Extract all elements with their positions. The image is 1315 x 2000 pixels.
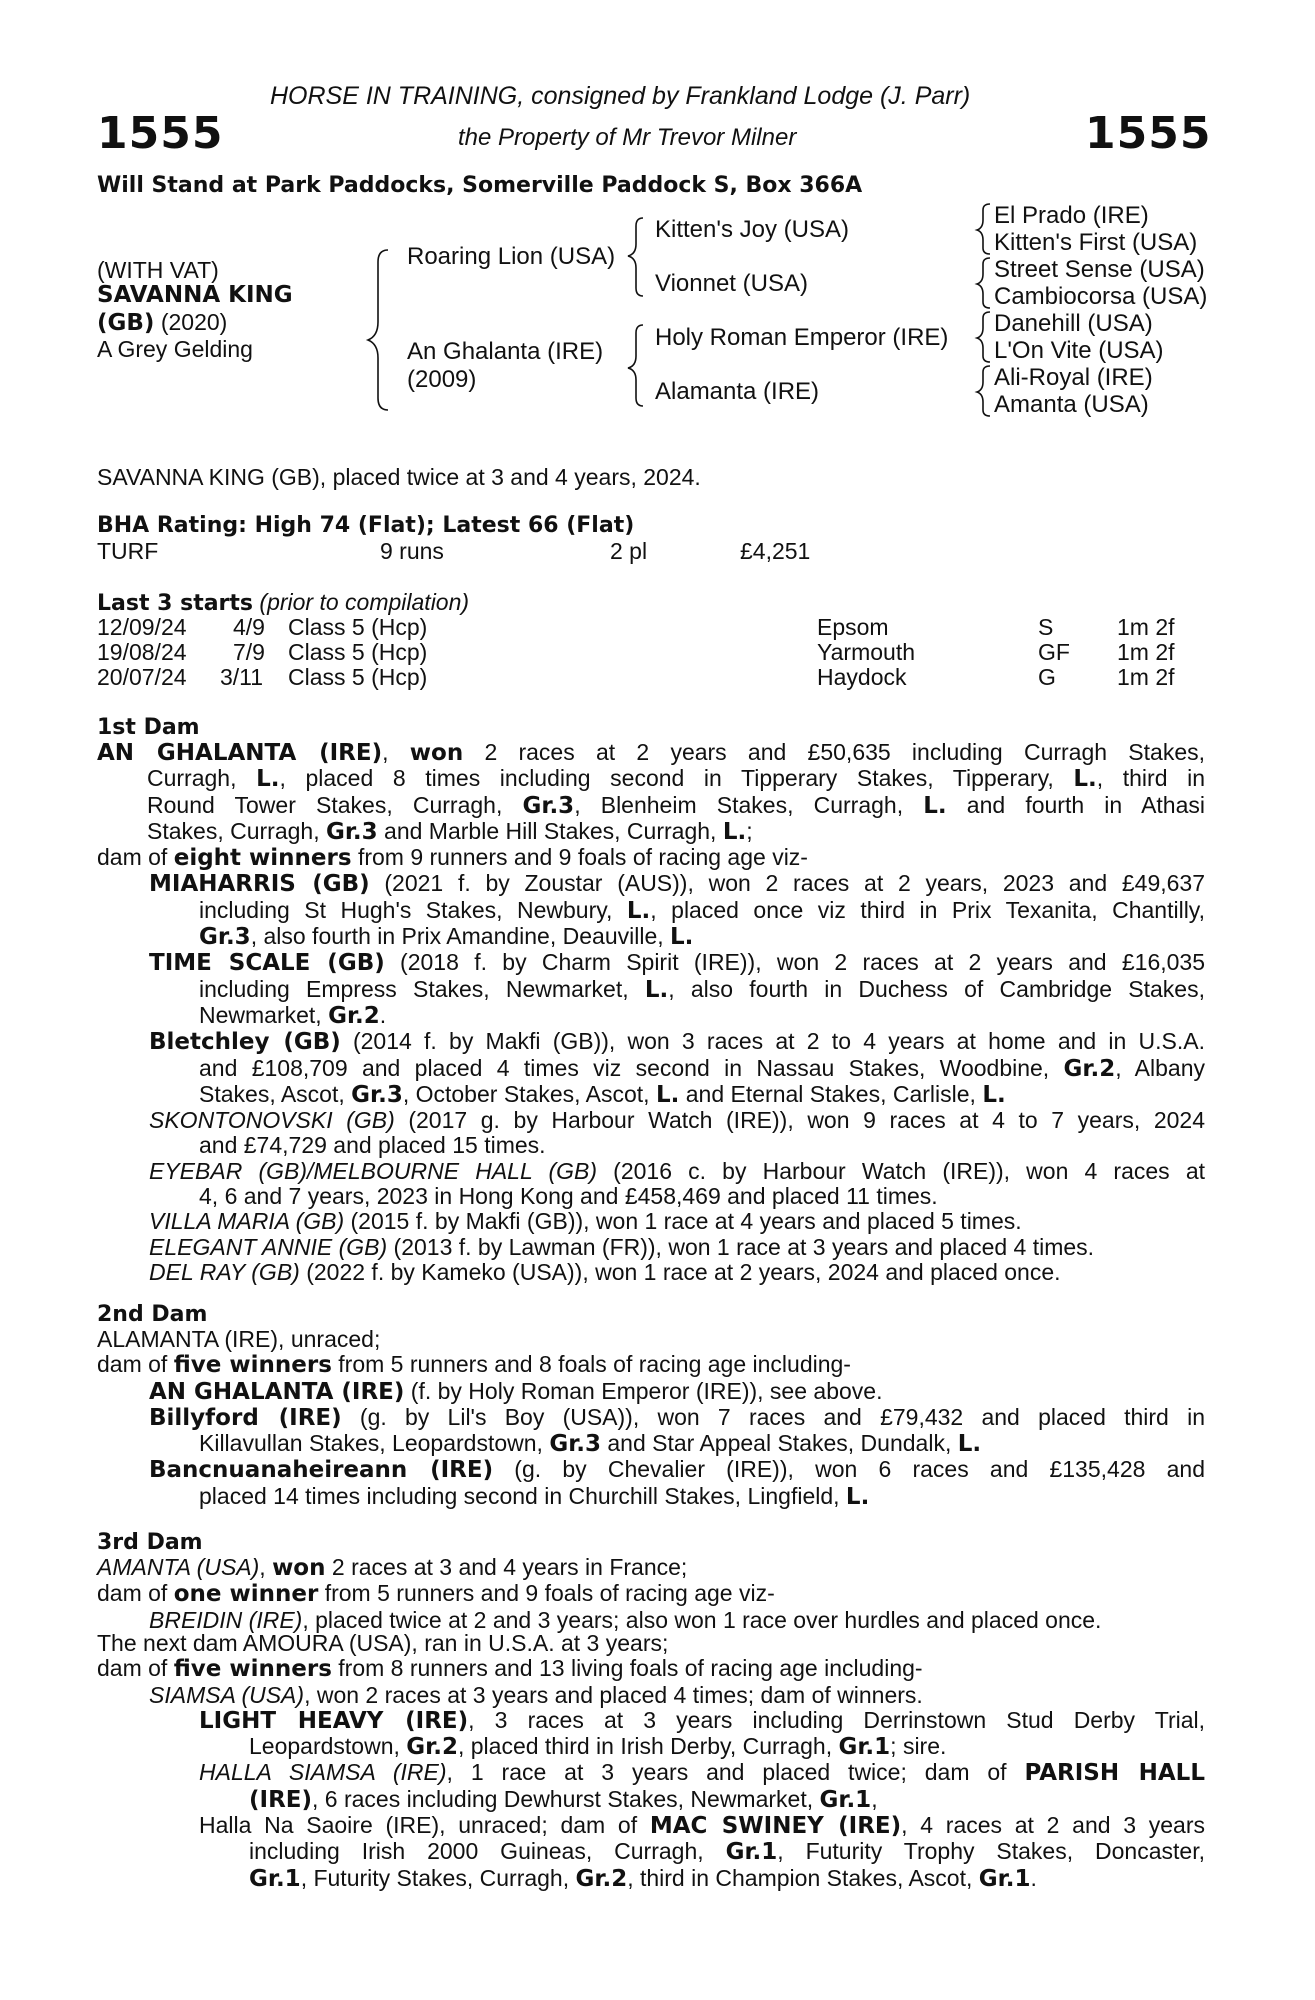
pedigree-gen4: Cambiocorsa (USA) (994, 283, 1208, 310)
group-mark: Gr.2 (328, 1002, 380, 1029)
text: from 5 runners and 8 foals of racing age including- (331, 1351, 851, 1378)
start-going: S (1038, 614, 1054, 640)
property-line: the Property of Mr Trevor Milner (458, 124, 797, 151)
text: Stakes, Ascot, (199, 1080, 352, 1107)
pedigree-gen4: Danehill (USA) (994, 310, 1153, 337)
text: 2 races at 3 and 4 years in France; (325, 1554, 688, 1580)
text: , Albany (1115, 1054, 1205, 1081)
second-dam-line (97, 1327, 1205, 1352)
text: Killavullan Stakes, Leopardstown, (199, 1430, 550, 1457)
produce-name: MIAHARRIS (GB) (149, 871, 370, 898)
text: , October Stakes, Ascot, (402, 1080, 656, 1107)
group-mark: Gr.1 (725, 1839, 778, 1866)
rating-placed: 2 pl (610, 538, 648, 564)
produce-line (97, 1159, 1205, 1184)
text: (2016 c. by Harbour Watch (IRE)), won 4 races at (597, 1157, 1205, 1184)
text: and £74,729 and placed 15 times. (199, 1132, 546, 1159)
gen4-brace-1 (977, 204, 990, 254)
pedigree-dam-year: (2009) (407, 366, 477, 393)
text: The next dam AMOURA (USA), ran in U.S.A. at 3 years; (97, 1630, 669, 1656)
text: , placed 8 times including second in Tipperary Stakes, Tipperary, (279, 765, 1074, 792)
vat-note: (WITH VAT) (97, 257, 219, 283)
group-mark: Gr.1 (819, 1786, 872, 1813)
listed-mark: L. (923, 792, 947, 819)
horse-origin: (GB) (97, 310, 155, 336)
group-mark: Gr.3 (522, 792, 575, 819)
text: , 4 races at 2 and 3 years (901, 1812, 1205, 1839)
text: from 5 runners and 9 foals of racing age viz- (318, 1580, 775, 1607)
text: (2018 f. by Charm Spirit (IRE)), won 2 races at 2 years and £16,035 (384, 949, 1206, 976)
listed-mark: L. (644, 976, 669, 1003)
text: , Blenheim Stakes, Curragh, (574, 791, 924, 818)
produce-line (97, 1379, 1205, 1405)
third-dam-section (97, 1555, 1205, 1633)
produce-line (97, 1209, 1205, 1234)
text: and fourth in Athasi (946, 791, 1205, 818)
produce-line (97, 1431, 1205, 1457)
text: dam of (97, 844, 174, 871)
pedigree-gen4: Street Sense (USA) (994, 256, 1205, 283)
text: Newmarket, (199, 1001, 329, 1028)
pedigree-dam: An Ghalanta (IRE) (407, 338, 604, 365)
start-position: 3/11 (220, 664, 264, 690)
start-course: Yarmouth (817, 639, 916, 665)
pedigree-gen3: Alamanta (IRE) (655, 378, 820, 405)
produce-name: SKONTONOVSKI (GB) (149, 1107, 395, 1134)
text: , Futurity Stakes, Curragh, (300, 1864, 576, 1891)
text: , 6 races including Dewhurst Stakes, Newmarket, (312, 1785, 820, 1812)
produce-line (97, 1405, 1205, 1431)
first-dam-line (97, 819, 1205, 845)
text: , third in (1096, 765, 1205, 792)
produce-name: Billyford (IRE) (149, 1404, 342, 1431)
produce-name: ELEGANT ANNIE (GB) (149, 1233, 388, 1260)
produce-name: SIAMSA (USA) (149, 1681, 305, 1708)
pedigree-gen4: Kitten's First (USA) (994, 229, 1198, 256)
produce-name: HALLA SIAMSA (IRE) (199, 1759, 447, 1786)
text: Leopardstown, (249, 1733, 407, 1760)
text: and Star Appeal Stakes, Dundalk, (601, 1430, 958, 1457)
produce-line (97, 1003, 1205, 1029)
listed-mark: L. (722, 818, 747, 845)
bha-rating: BHA Rating: High 74 (Flat); Latest 66 (Flat) (97, 513, 635, 538)
text: and Eternal Stakes, Carlisle, (679, 1080, 983, 1107)
text: Round Tower Stakes, Curragh, (147, 791, 523, 818)
produce-name: VILLA MARIA (GB) (149, 1208, 345, 1235)
text: , 1 race at 3 years and placed twice; dam of (446, 1759, 1025, 1786)
group-mark: Gr.2 (575, 1865, 628, 1892)
winners-count: five winners (173, 1656, 332, 1683)
location-line: Will Stand at Park Paddocks, Somerville Paddock S, Box 366A (97, 173, 863, 198)
text: . (1030, 1864, 1037, 1891)
pedigree-gen4: L'On Vite (USA) (994, 337, 1164, 364)
horse-description: A Grey Gelding (97, 336, 253, 362)
produce-line (97, 1760, 1205, 1786)
group-mark: Gr.3 (549, 1431, 601, 1458)
text: (2014 f. by Makfi (GB)), won 3 races at 2 to 4 years at home and in U.S.A. (340, 1028, 1205, 1055)
group-mark: Gr.2 (406, 1734, 458, 1761)
text: , 3 races at 3 years including Derrinstown Stud Derby Trial, (468, 1706, 1206, 1733)
produce-name: TIME SCALE (GB) (149, 950, 385, 977)
text: , (259, 1554, 273, 1580)
text: . (379, 1001, 387, 1028)
text: (2015 f. by Makfi (GB)), won 1 race at 4 years and placed 5 times. (344, 1208, 1022, 1235)
start-date: 19/08/24 (97, 639, 187, 665)
produce-line (97, 1813, 1205, 1839)
dam-name: AN GHALANTA (IRE) (97, 740, 383, 766)
group-mark: Gr.3 (325, 818, 378, 845)
winners-count: five winners (173, 1352, 332, 1379)
text: Curragh, (147, 765, 257, 792)
start-distance: 1m 2f (1117, 639, 1175, 665)
winners-count: eight winners (173, 845, 352, 872)
horse-name: SAVANNA KING (97, 282, 293, 308)
produce-line (97, 898, 1205, 924)
start-going: G (1038, 664, 1056, 690)
text: , also fourth in Duchess of Cambridge Stakes, (668, 975, 1205, 1002)
next-dam-produce-summary (97, 1656, 1205, 1682)
produce-line (97, 1082, 1205, 1108)
text: from 9 runners and 9 foals of racing age viz- (351, 844, 808, 871)
text: and Marble Hill Stakes, Curragh, (377, 817, 723, 844)
start-position: 4/9 (233, 614, 265, 640)
produce-name: AN GHALANTA (IRE) (149, 1378, 405, 1405)
winners-count: one winner (173, 1581, 319, 1608)
pedigree-sire: Roaring Lion (USA) (407, 243, 616, 270)
sire-brace (628, 218, 643, 296)
produce-line (97, 871, 1205, 897)
produce-line (97, 1866, 1205, 1892)
main-brace (368, 250, 388, 410)
text: (2013 f. by Lawman (FR)), won 1 race at 3 years and placed 4 times. (387, 1233, 1095, 1260)
text: Halla Na Saoire (IRE), unraced; dam of (199, 1812, 650, 1839)
rating-surface: TURF (97, 538, 159, 564)
first-dam-heading: 1st Dam (97, 715, 200, 740)
produce-line (97, 1839, 1205, 1865)
listed-mark: L. (256, 766, 280, 793)
listed-mark: L. (1073, 766, 1097, 793)
text: (2017 g. by Harbour Watch (IRE)), won 9 races at 4 to 7 years, 2024 (394, 1107, 1205, 1134)
group-mark: Gr.1 (249, 1865, 301, 1892)
start-course: Haydock (817, 664, 907, 690)
text: from 8 runners and 13 living foals of racing age including- (331, 1655, 923, 1682)
produce-name: Bletchley (GB) (149, 1029, 341, 1056)
listed-mark: L. (982, 1081, 1006, 1108)
gen4-brace-4 (977, 366, 990, 416)
produce-line (97, 977, 1205, 1003)
produce-line (97, 1484, 1205, 1510)
text: ; (746, 817, 753, 844)
rating-earnings: £4,251 (740, 538, 811, 564)
produce-line (97, 1708, 1205, 1734)
first-dam-line (97, 766, 1205, 792)
pedigree-gen3: Kitten's Joy (USA) (655, 216, 849, 243)
second-dam-heading: 2nd Dam (97, 1302, 208, 1327)
consignment-line: HORSE IN TRAINING, consigned by Frankland Lodge (J. Parr) (270, 82, 971, 110)
start-going: GF (1038, 639, 1070, 665)
next-dam-section (97, 1631, 1205, 1892)
text: dam of (97, 1351, 174, 1378)
text: dam of (97, 1580, 174, 1607)
second-dam-section (97, 1327, 1205, 1510)
start-date: 20/07/24 (97, 664, 187, 690)
text: , also fourth in Prix Amandine, Deauville, (250, 923, 671, 950)
produce-line (97, 1108, 1205, 1133)
third-dam-line (97, 1555, 1205, 1581)
produce-line (97, 1029, 1205, 1055)
produce-line (97, 1683, 1205, 1708)
lot-number-right: 1555 (1085, 108, 1212, 159)
start-class: Class 5 (Hcp) (288, 614, 428, 640)
text: (2022 f. by Kameko (USA)), won 1 race at 2 years, 2024 and placed once. (299, 1258, 1061, 1285)
produce-line (97, 924, 1205, 950)
text: , placed third in Irish Derby, Curragh, (457, 1733, 839, 1760)
produce-line (97, 1056, 1205, 1082)
text: , (871, 1785, 878, 1812)
text: , won 2 races at 3 years and placed 4 times; dam of winners. (304, 1681, 923, 1708)
produce-line (97, 1235, 1205, 1260)
text: ALAMANTA (IRE), unraced; (97, 1326, 381, 1352)
next-dam-line (97, 1631, 1205, 1656)
produce-name: PARISH HALL (1024, 1760, 1205, 1787)
produce-name: DEL RAY (GB) (149, 1258, 300, 1285)
text: (g. by Lil's Boy (USA)), won 7 races and £79,432 and placed third in (341, 1403, 1205, 1430)
start-course: Epsom (817, 614, 889, 640)
produce-line (97, 950, 1205, 976)
gen4-brace-2 (977, 258, 990, 308)
text: , third in Champion Stakes, Ascot, (627, 1864, 979, 1891)
group-mark: Gr.1 (838, 1734, 891, 1761)
listed-mark: L. (626, 897, 651, 924)
last-starts-heading (97, 589, 469, 616)
produce-name: (IRE) (249, 1786, 313, 1813)
produce-name: Bancnuanaheireann (IRE) (149, 1457, 494, 1484)
produce-name: MAC SWINEY (IRE) (649, 1813, 902, 1840)
text: including St Hugh's Stakes, Newbury, (199, 896, 627, 923)
last-starts-note: (prior to compilation) (259, 589, 470, 615)
first-dam-produce-summary (97, 845, 1205, 871)
third-dam-heading: 3rd Dam (97, 1530, 203, 1555)
pedigree-gen4: El Prado (IRE) (994, 202, 1149, 229)
second-dam-produce-summary (97, 1352, 1205, 1378)
horse-year: (2020) (160, 309, 228, 335)
text: , placed twice at 2 and 3 years; also won 1 race over hurdles and placed once. (302, 1606, 1102, 1633)
start-date: 12/09/24 (97, 614, 187, 640)
text: dam of (97, 1655, 174, 1682)
pedigree-gen4: Ali-Royal (IRE) (994, 364, 1153, 391)
start-distance: 1m 2f (1117, 614, 1175, 640)
text: and £108,709 and placed 4 times viz second in Nassau Stakes, Woodbine, (199, 1054, 1064, 1081)
rating-runs: 9 runs (380, 538, 444, 564)
produce-line (97, 1787, 1205, 1813)
last-starts-title: Last 3 starts (97, 591, 254, 616)
third-dam-produce-summary (97, 1581, 1205, 1607)
listed-mark: L. (845, 1483, 870, 1510)
text: including Irish 2000 Guineas, Curragh, (249, 1838, 726, 1865)
first-dam-line (97, 793, 1205, 819)
listed-mark: L. (670, 924, 694, 951)
start-distance: 1m 2f (1117, 664, 1175, 690)
text: ; sire. (890, 1733, 947, 1760)
won-label: won (272, 1555, 326, 1581)
produce-line (97, 1133, 1205, 1158)
produce-name: LIGHT HEAVY (IRE) (199, 1707, 469, 1734)
listed-mark: L. (957, 1431, 982, 1458)
group-mark: Gr.1 (978, 1865, 1031, 1892)
produce-line (97, 1734, 1205, 1760)
text: 2 races at 2 years and £50,635 including Curragh Stakes, (463, 739, 1206, 765)
pedigree-gen3: Holy Roman Emperor (IRE) (655, 324, 949, 351)
start-class: Class 5 (Hcp) (288, 639, 428, 665)
gen4-brace-3 (977, 312, 990, 362)
produce-line (97, 1457, 1205, 1483)
pedigree-gen4: Amanta (USA) (994, 391, 1149, 418)
text: (f. by Holy Roman Emperor (IRE)), see above. (404, 1377, 883, 1404)
text: , placed once viz third in Prix Texanita, Chantilly, (650, 896, 1205, 923)
group-mark: Gr.3 (199, 924, 251, 951)
group-mark: Gr.3 (351, 1081, 403, 1108)
produce-line (97, 1184, 1205, 1209)
horse-summary: SAVANNA KING (GB), placed twice at 3 and 4 years, 2024. (97, 464, 701, 490)
start-position: 7/9 (233, 639, 265, 665)
start-class: Class 5 (Hcp) (288, 664, 428, 690)
produce-line (97, 1260, 1205, 1285)
text: 4, 6 and 7 years, 2023 in Hong Kong and £458,469 and placed 11 times. (199, 1183, 938, 1210)
text: including Empress Stakes, Newmarket, (199, 975, 645, 1002)
dam-name: AMANTA (USA) (97, 1554, 260, 1580)
text: (2021 f. by Zoustar (AUS)), won 2 races at 2 years, 2023 and £49,637 (369, 870, 1205, 897)
text: Stakes, Curragh, (147, 817, 326, 844)
produce-name: EYEBAR (GB)/MELBOURNE HALL (GB) (149, 1157, 598, 1184)
listed-mark: L. (655, 1081, 680, 1108)
won-label: won (409, 740, 464, 766)
lot-number-left: 1555 (97, 108, 224, 159)
text: (g. by Chevalier (IRE)), won 6 races and £135,428 and (493, 1456, 1205, 1483)
first-dam-section (97, 740, 1205, 1285)
pedigree-gen3: Vionnet (USA) (655, 270, 808, 297)
first-dam-line: AN GHALANTA (IRE), won 2 races at 2 years and £50,635 including Curragh Stakes, (97, 739, 1206, 766)
group-mark: Gr.2 (1063, 1055, 1116, 1082)
text: placed 14 times including second in Churchill Stakes, Lingfield, (199, 1482, 846, 1509)
dam-brace (628, 325, 643, 406)
text: , Futurity Trophy Stakes, Doncaster, (777, 1838, 1205, 1865)
produce-name: BREIDIN (IRE) (149, 1606, 303, 1633)
